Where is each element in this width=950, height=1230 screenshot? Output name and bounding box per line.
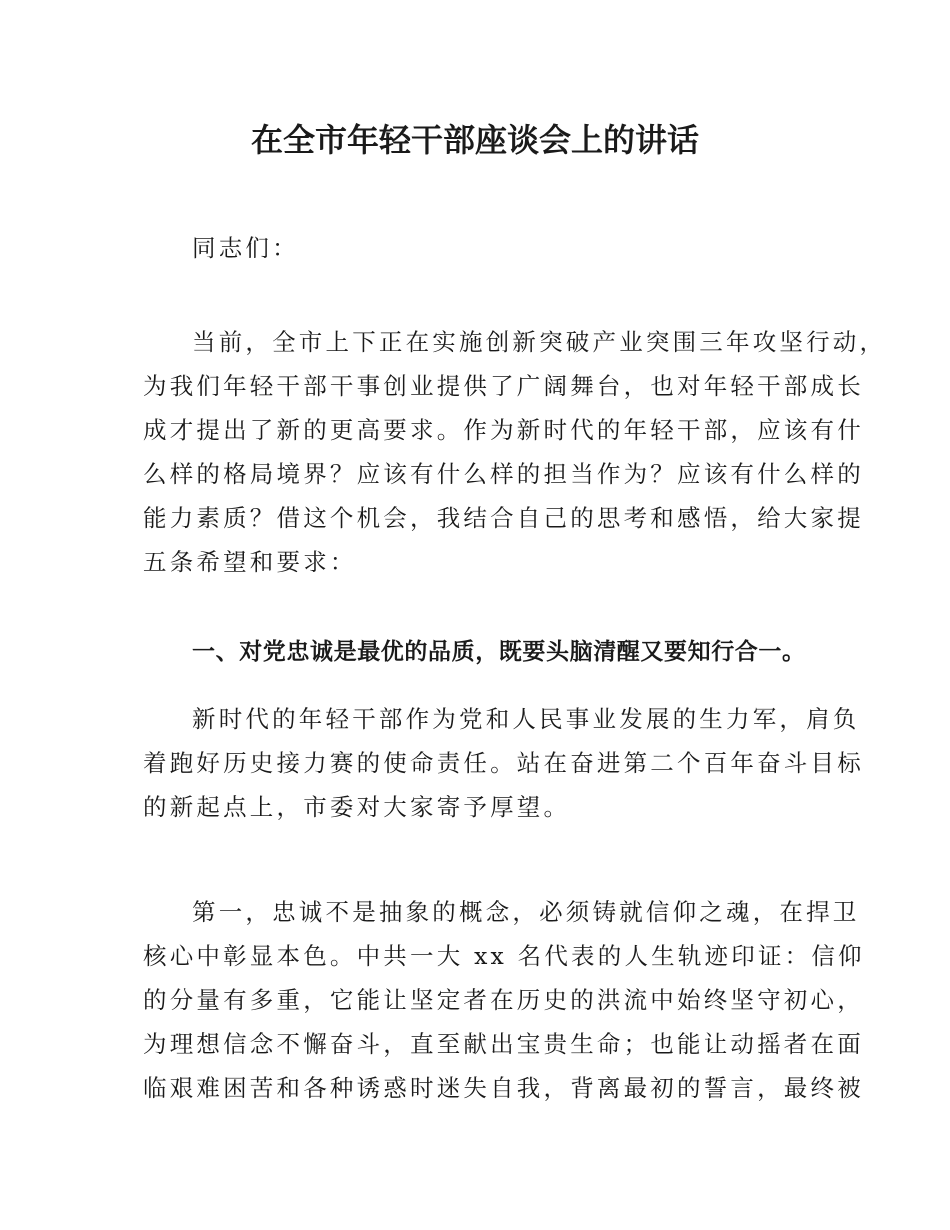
paragraph-line: 的新起点上，市委对大家寄予厚望。 xyxy=(143,793,571,821)
paragraph-line: 成才提出了新的更高要求。作为新时代的年轻干部，应该有什 xyxy=(143,416,864,444)
paragraph-intro xyxy=(143,320,887,584)
paragraph-section-1-intro xyxy=(143,697,864,829)
paragraph-line: 为理想信念不懈奋斗，直至献出宝贵生命；也能让动摇者在面 xyxy=(143,1030,864,1058)
paragraph-first-point xyxy=(143,890,865,1110)
paragraph-line: 新时代的年轻干部作为党和人民事业发展的生力军，肩负 xyxy=(192,705,860,733)
document-title: 在全市年轻干部座谈会上的讲话 xyxy=(250,121,699,159)
paragraph-line: 五条希望和要求： xyxy=(143,548,357,576)
paragraph-line: 核心中彰显本色。中共一大 xx 名代表的人生轨迹印证：信仰 xyxy=(143,942,865,970)
paragraph-line: 着跑好历史接力赛的使命责任。站在奋进第二个百年奋斗目标 xyxy=(143,749,864,777)
paragraph-line: 的分量有多重，它能让坚定者在历史的洪流中始终坚守初心， xyxy=(143,986,864,1014)
paragraph-line: 为我们年轻干部干事创业提供了广阔舞台，也对年轻干部成长 xyxy=(143,372,864,400)
section-heading-1: 一、对党忠诚是最优的品质，既要头脑清醒又要知行合一。 xyxy=(192,639,806,665)
paragraph-line: 临艰难困苦和各种诱惑时迷失自我，背离最初的誓言，最终被 xyxy=(143,1074,864,1102)
paragraph-line: 第一，忠诚不是抽象的概念，必须铸就信仰之魂，在捍卫 xyxy=(192,898,860,926)
paragraph-line: 当前，全市上下正在实施创新突破产业突围三年攻坚行动， xyxy=(192,328,887,356)
paragraph-line: 么样的格局境界？应该有什么样的担当作为？应该有什么样的 xyxy=(143,460,864,488)
paragraph-line: 能力素质？借这个机会，我结合自己的思考和感悟，给大家提 xyxy=(143,504,864,532)
salutation: 同志们： xyxy=(192,234,299,262)
